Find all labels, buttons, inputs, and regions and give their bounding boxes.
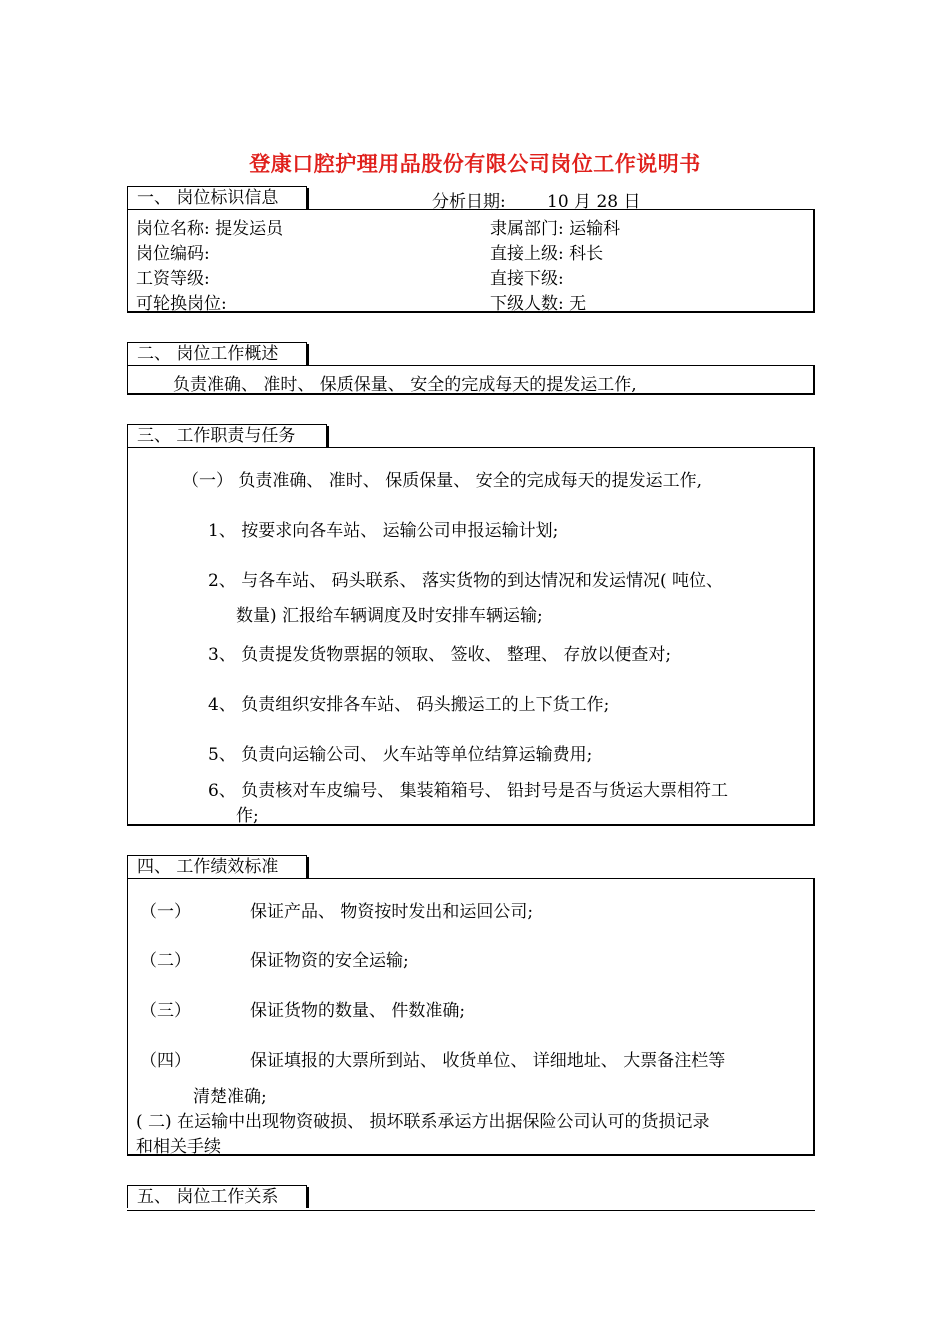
section2-tab bbox=[127, 342, 307, 365]
kpi-num: （三） bbox=[140, 1001, 191, 1021]
section5-tab bbox=[127, 1185, 307, 1208]
document-title: 登康口腔护理用品股份有限公司岗位工作说明书 bbox=[249, 152, 701, 176]
section1-tab-label: 一、 岗位标识信息 bbox=[137, 188, 279, 208]
section3-tab bbox=[127, 424, 327, 447]
duty-item: 3、 负责提发货物票据的领取、 签收、 整理、 存放以便查对; bbox=[208, 645, 672, 665]
subordinate-count: 下级人数: 无 bbox=[490, 294, 587, 314]
analysis-date-label: 分析日期: bbox=[432, 192, 506, 212]
department: 隶属部门: 运输科 bbox=[490, 219, 621, 239]
kpi-text: 保证物资的安全运输; bbox=[250, 951, 409, 971]
direct-superior: 直接上级: 科长 bbox=[490, 244, 604, 264]
kpi-num: （一） bbox=[140, 902, 191, 922]
section5-underline bbox=[127, 1210, 815, 1211]
duty-item: 5、 负责向运输公司、 火车站等单位结算运输费用; bbox=[208, 745, 593, 765]
duty-item: 1、 按要求向各车站、 运输公司申报运输计划; bbox=[208, 521, 559, 541]
post-code: 岗位编码: bbox=[136, 244, 210, 264]
kpi-text: 保证产品、 物资按时发出和运回公司; bbox=[250, 902, 534, 922]
section3-box bbox=[127, 447, 815, 826]
salary-grade: 工资等级: bbox=[136, 269, 210, 289]
duty-item: 2、 与各车站、 码头联系、 落实货物的到达情况和发运情况( 吨位、 bbox=[208, 571, 724, 591]
rotation-post: 可轮换岗位: bbox=[136, 294, 227, 314]
section4-tab bbox=[127, 855, 307, 878]
analysis-date-value: 10 月 28 日 bbox=[547, 192, 641, 212]
section5-tab-label: 五、 岗位工作关系 bbox=[137, 1187, 279, 1207]
duty-item-cont: 数量) 汇报给车辆调度及时安排车辆运输; bbox=[236, 606, 543, 626]
job-summary: 负责准确、 准时、 保质保量、 安全的完成每天的提发运工作, bbox=[173, 375, 637, 395]
section1-tab bbox=[127, 186, 307, 209]
kpi-num: （二） bbox=[140, 951, 191, 971]
post-name: 岗位名称: 提发运员 bbox=[136, 219, 284, 239]
kpi-num: （四） bbox=[140, 1051, 191, 1071]
section2-tab-label: 二、 岗位工作概述 bbox=[137, 344, 279, 364]
section3-tab-label: 三、 工作职责与任务 bbox=[137, 426, 296, 446]
direct-subordinate: 直接下级: bbox=[490, 269, 564, 289]
kpi-text: 保证货物的数量、 件数准确; bbox=[250, 1001, 466, 1021]
kpi-text: 保证填报的大票所到站、 收货单位、 详细地址、 大票备注栏等 bbox=[250, 1051, 726, 1071]
kpi-extra: ( 二) 在运输中出现物资破损、 损坏联系承运方出据保险公司认可的货损记录 bbox=[136, 1112, 710, 1132]
kpi-extra: 和相关手续 bbox=[136, 1137, 221, 1157]
kpi-cont: 清楚准确; bbox=[193, 1087, 267, 1107]
duty-item-cont: 作; bbox=[236, 806, 259, 826]
duty-item: 6、 负责核对车皮编号、 集装箱箱号、 铅封号是否与货运大票相符工 bbox=[208, 781, 729, 801]
duty-main: （一） 负责准确、 准时、 保质保量、 安全的完成每天的提发运工作, bbox=[182, 471, 703, 491]
section4-tab-label: 四、 工作绩效标准 bbox=[137, 857, 279, 877]
duty-item: 4、 负责组织安排各车站、 码头搬运工的上下货工作; bbox=[208, 695, 610, 715]
